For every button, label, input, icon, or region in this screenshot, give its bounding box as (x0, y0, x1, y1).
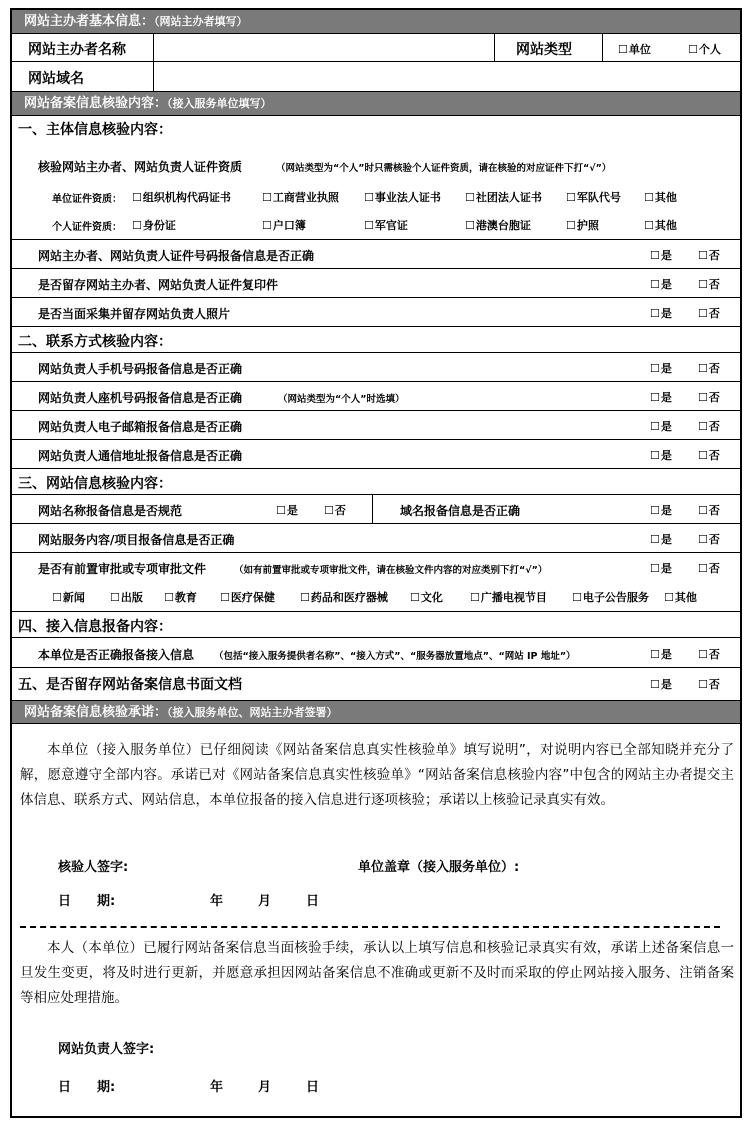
owner-date-month: 月 (258, 1080, 272, 1095)
section-verify-note: （接入服务单位填写） (167, 97, 272, 110)
part3-q3-label: 是否有前置审批或专项审批文件 (38, 562, 207, 576)
commitment-paragraph-1: 本单位（接入服务单位）已仔细阅读《网站备案信息真实性核验单》填写说明”，对说明内容已全部知晓并充分了解，愿意遵守全部内容。承诺已对《网站备案信息真实性核验单》“网站备案信息核验内容”中包含的网站主办者提交主体信息、联系方式、网站信息，本单位报备的接入信息进行逐项核验；承诺以上核验记录真实有效。 (20, 742, 734, 808)
part2-q4-no-checkbox[interactable]: ☐ 否 (698, 447, 720, 463)
part1-q3-no-checkbox[interactable]: ☐ 否 (698, 305, 720, 321)
unit-cert-association-checkbox[interactable]: ☐ 社团法人证书 (465, 189, 542, 205)
verifier-date-day: 日 (306, 894, 320, 909)
site-type-person-checkbox[interactable]: ☐ 个人 (688, 41, 721, 57)
category-broadcast-checkbox[interactable]: ☐ 广播电视节目 (470, 589, 547, 605)
commitment-paragraph-2: 本人（本单位）已履行网站备案信息当面核验手续，承认以上填写信息和核验记录真实有效，承诺上述备案信息一旦发生变更，将及时进行更新，并愿意承担因网站备案信息不准确或更新不及时而采取的停止网站接入服务、注销备案等相应处理措施。 (20, 940, 734, 1006)
part1-q2-label: 是否留存网站主办者、网站负责人证件复印件 (38, 278, 279, 292)
part2-title-row (12, 327, 740, 353)
part2-q1-no-checkbox[interactable]: ☐ 否 (698, 360, 720, 376)
part3-q2-no-checkbox[interactable]: ☐ 否 (698, 531, 720, 547)
part2-q2-no-checkbox[interactable]: ☐ 否 (698, 389, 720, 405)
part2-q4-yes-checkbox[interactable]: ☐ 是 (650, 447, 672, 463)
part5-yes-checkbox[interactable]: ☐ 是 (650, 676, 672, 692)
cert-check-row (12, 140, 740, 186)
unit-cert-other-checkbox[interactable]: ☐ 其他 (644, 189, 677, 205)
person-cert-label: 个人证件资质： (52, 222, 122, 233)
category-bulletin-checkbox[interactable]: ☐ 电子公告服务 (572, 589, 649, 605)
sponsor-name-row (12, 34, 740, 62)
owner-date-day: 日 (306, 1080, 320, 1095)
part1-q1-no-checkbox[interactable]: ☐ 否 (698, 247, 720, 263)
part2-q1-yes-checkbox[interactable]: ☐ 是 (650, 360, 672, 376)
cert-check-label: 核验网站主办者、网站负责人证件资质 (38, 160, 243, 174)
part3-q1-row (12, 495, 740, 524)
part5-row (12, 668, 740, 698)
category-other-checkbox[interactable]: ☐ 其他 (664, 589, 697, 605)
part2-q2-note: （网站类型为“个人”时选填） (278, 394, 405, 405)
cert-check-note: （网站类型为“个人”时只需核验个人证件资质，请在核验的对应证件下打“√”） (276, 163, 612, 174)
category-publishing-checkbox[interactable]: ☐ 出版 (110, 589, 143, 605)
verifier-date-label: 日 期: (58, 894, 116, 909)
part4-q1-label: 本单位是否正确报备接入信息 (38, 648, 195, 662)
part2-q2-row (12, 382, 740, 411)
section-verify-title: 网站备案信息核验内容： (24, 96, 168, 111)
unit-cert-row (12, 186, 740, 212)
part3-q3-note: （如有前置审批或专项审批文件，请在核验文件内容的对应类别下打“√”） (234, 565, 548, 576)
site-type-unit-checkbox[interactable]: ☐ 单位 (618, 41, 651, 57)
part2-q1-row (12, 353, 740, 382)
person-cert-row (12, 212, 740, 240)
part4-title: 四、接入信息报备内容： (18, 619, 172, 635)
category-education-checkbox[interactable]: ☐ 教育 (164, 589, 197, 605)
person-cert-id-checkbox[interactable]: ☐ 身份证 (132, 217, 176, 233)
part4-q1-no-checkbox[interactable]: ☐ 否 (698, 646, 720, 662)
part1-q3-yes-checkbox[interactable]: ☐ 是 (650, 305, 672, 321)
part1-title: 一、主体信息核验内容： (18, 122, 172, 138)
person-cert-household-checkbox[interactable]: ☐ 户口簿 (262, 217, 306, 233)
section-basic-info-note: （网站主办者填写） (154, 15, 248, 28)
category-healthcare-checkbox[interactable]: ☐ 医疗保健 (220, 589, 275, 605)
part2-q3-no-checkbox[interactable]: ☐ 否 (698, 418, 720, 434)
part3-title: 三、网站信息核验内容： (18, 476, 172, 492)
verifier-sign-label: 核验人签字: (58, 860, 129, 875)
part3-q3-yes-checkbox[interactable]: ☐ 是 (650, 560, 672, 576)
part2-q2-yes-checkbox[interactable]: ☐ 是 (650, 389, 672, 405)
part2-q2-label: 网站负责人座机号码报备信息是否正确 (38, 391, 243, 405)
unit-cert-institution-checkbox[interactable]: ☐ 事业法人证书 (364, 189, 441, 205)
part5-title: 五、是否留存网站备案信息书面文档 (18, 677, 242, 693)
part1-title-row (12, 116, 740, 140)
person-cert-passport-checkbox[interactable]: ☐ 护照 (566, 217, 599, 233)
part3-q1-no-checkbox[interactable]: ☐ 否 (324, 502, 346, 518)
part3-q2-row (12, 524, 740, 553)
part4-q1-note: （包括“接入服务提供者名称”、“接入方式”、“服务器放置地点”、“网站 IP 地址”） (214, 651, 576, 662)
part4-title-row (12, 612, 740, 638)
part3-q1b-no-checkbox[interactable]: ☐ 否 (698, 502, 720, 518)
verifier-date-month: 月 (258, 894, 272, 909)
owner-sign-label: 网站负责人签字: (58, 1042, 155, 1057)
verifier-date-year: 年 (210, 894, 224, 909)
part3-q1-yes-checkbox[interactable]: ☐ 是 (276, 502, 298, 518)
part3-q1-label: 网站名称报备信息是否规范 (38, 504, 183, 518)
part1-q1-label: 网站主办者、网站负责人证件号码报备信息是否正确 (38, 249, 315, 263)
person-cert-hkmt-checkbox[interactable]: ☐ 港澳台胞证 (465, 217, 531, 233)
unit-cert-military-checkbox[interactable]: ☐ 军队代号 (566, 189, 621, 205)
part3-q2-yes-checkbox[interactable]: ☐ 是 (650, 531, 672, 547)
part2-q3-row (12, 411, 740, 440)
section-commitment-note: （接入服务单位、网站主办者签署） (167, 706, 338, 719)
person-cert-officer-checkbox[interactable]: ☐ 军官证 (364, 217, 408, 233)
part1-q1-row (12, 240, 740, 269)
part3-q2-label: 网站服务内容/项目报备信息是否正确 (38, 533, 235, 547)
part1-q2-yes-checkbox[interactable]: ☐ 是 (650, 276, 672, 292)
part3-q1b-yes-checkbox[interactable]: ☐ 是 (650, 502, 672, 518)
unit-seal-label: 单位盖章（接入服务单位）: (358, 860, 520, 875)
sponsor-name-label: 网站主办者名称 (28, 42, 126, 58)
unit-cert-label: 单位证件资质： (52, 194, 122, 205)
unit-cert-business-license-checkbox[interactable]: ☐ 工商营业执照 (262, 189, 339, 205)
site-type-label: 网站类型 (516, 42, 572, 58)
part1-q2-row (12, 269, 740, 298)
part4-q1-yes-checkbox[interactable]: ☐ 是 (650, 646, 672, 662)
section-verify-header (12, 92, 740, 116)
part3-q3-row (12, 553, 740, 582)
part2-q3-label: 网站负责人电子邮箱报备信息是否正确 (38, 420, 243, 434)
part2-q3-yes-checkbox[interactable]: ☐ 是 (650, 418, 672, 434)
unit-cert-org-code-checkbox[interactable]: ☐ 组织机构代码证书 (132, 189, 231, 205)
part1-q3-row (12, 298, 740, 327)
category-news-checkbox[interactable]: ☐ 新闻 (52, 589, 85, 605)
dashed-separator (20, 926, 720, 928)
part3-categories-row (12, 582, 740, 612)
part1-q1-yes-checkbox[interactable]: ☐ 是 (650, 247, 672, 263)
part2-title: 二、联系方式核验内容： (18, 334, 172, 350)
domain-row (12, 62, 740, 92)
part3-title-row (12, 469, 740, 495)
person-cert-other-checkbox[interactable]: ☐ 其他 (644, 217, 677, 233)
part3-q3-no-checkbox[interactable]: ☐ 否 (698, 560, 720, 576)
part2-q1-label: 网站负责人手机号码报备信息是否正确 (38, 362, 243, 376)
section-basic-info-title: 网站主办者基本信息： (24, 14, 155, 29)
part5-no-checkbox[interactable]: ☐ 否 (698, 676, 720, 692)
owner-date-year: 年 (210, 1080, 224, 1095)
owner-date-label: 日 期: (58, 1080, 116, 1095)
part2-q4-row (12, 440, 740, 469)
section-commitment-title: 网站备案信息核验承诺： (24, 705, 168, 720)
part1-q3-label: 是否当面采集并留存网站负责人照片 (38, 307, 231, 321)
sponsor-name-field[interactable] (154, 34, 494, 61)
domain-label: 网站域名 (28, 71, 84, 87)
section-commitment-header (12, 700, 740, 724)
category-drugs-checkbox[interactable]: ☐ 药品和医疗器械 (300, 589, 388, 605)
part3-q1b-label: 域名报备信息是否正确 (400, 504, 521, 518)
part4-q1-row (12, 638, 740, 668)
part1-q2-no-checkbox[interactable]: ☐ 否 (698, 276, 720, 292)
verification-form (10, 8, 742, 1118)
part2-q4-label: 网站负责人通信地址报备信息是否正确 (38, 449, 243, 463)
section-basic-info-header (12, 10, 740, 34)
category-culture-checkbox[interactable]: ☐ 文化 (410, 589, 443, 605)
domain-field[interactable] (154, 62, 740, 91)
